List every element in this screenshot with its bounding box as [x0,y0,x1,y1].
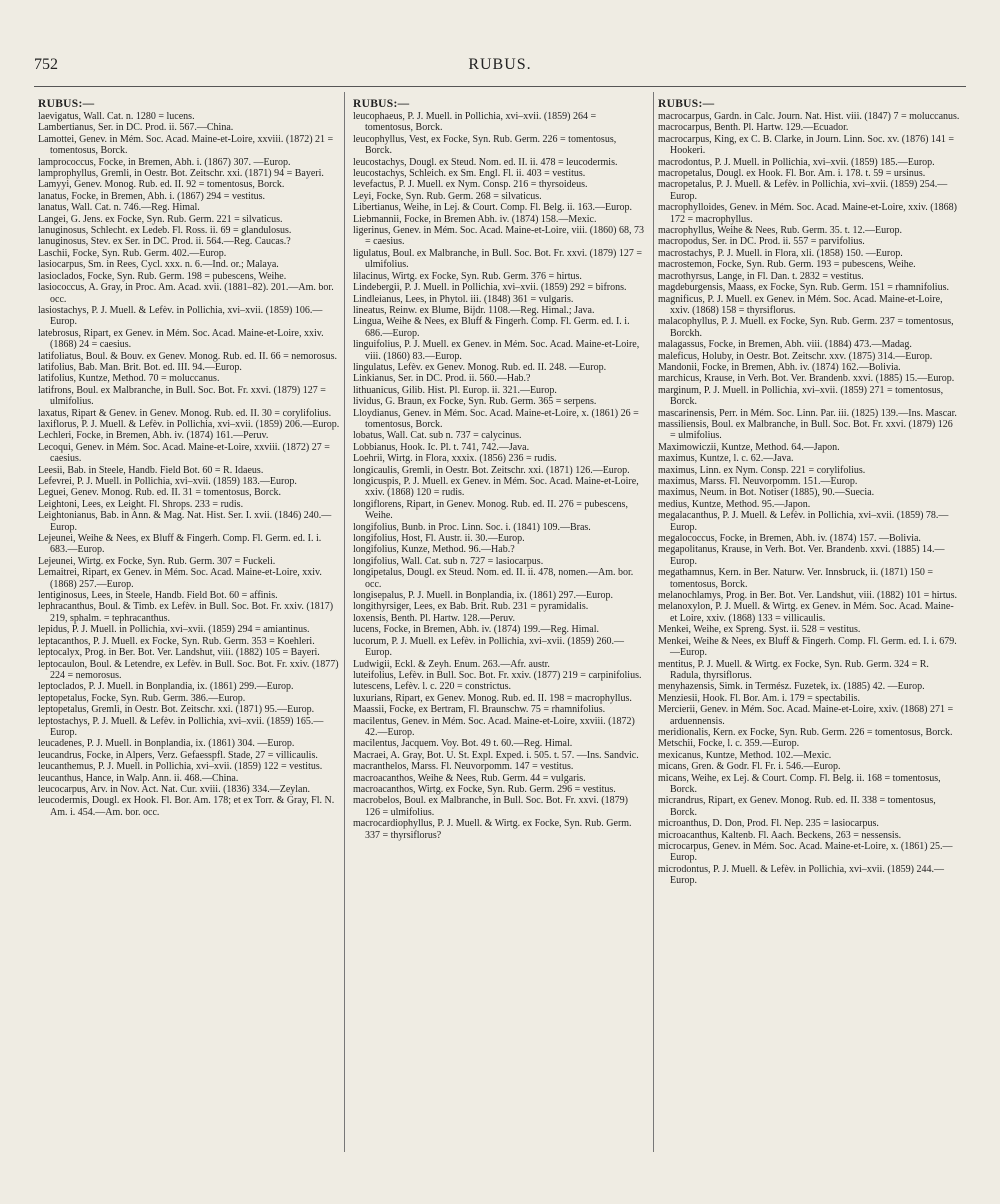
index-entry: maximus, Kuntze, l. c. 62.—Java. [658,453,794,465]
index-entry: latifrons, Boul. ex Malbranche, in Bull. Soc. Bot. Fr. xxvi. (1879) 127 = ulmifolius. [38,384,326,408]
index-entry: meridionalis, Kern. ex Focke, Syn. Rub. Germ. 226 = tomentosus, Borck. [658,726,953,738]
index-entry: leucocarpus, Arv. in Nov. Act. Nat. Cur. xviii. (1836) 334.—Zeylan. [38,783,310,795]
index-entry: Macraei, A. Gray, Bot. U. St. Expl. Exped. i. 505. t. 57. —Ins. Sandvic. [353,749,639,761]
index-entry: microcarpus, Genev. in Mém. Soc. Acad. Maine-et-Loire, x. (1861) 25.—Europ. [658,841,953,864]
index-entry: Laschii, Focke, Syn. Rub. Germ. 402.—Europ. [38,247,227,259]
index-entry: maximus, Linn. ex Nym. Consp. 221 = corylifolius. [658,464,866,476]
index-entry: malagassus, Focke, in Bremen, Abh. viii. (1884) 473.—Madag. [658,339,912,351]
index-entry: maleficus, Holuby, in Oestr. Bot. Zeitschr. xxv. (1875) 314.—Europ. [658,350,933,362]
index-entry: longisepalus, P. J. Muell. in Bonplandia, ix. (1861) 297.—Europ. [353,590,613,602]
index-entry: megalococcus, Focke, in Bremen, Abh. iv. (1874) 157. —Bolivia. [658,533,921,545]
index-entry: leucandrus, Focke, in Alpers, Verz. Gefaesspfl. Stade, 27 = villicaulis. [38,749,318,761]
index-entry: luxurians, Ripart, ex Genev. Monog. Rub. ed. II. 198 = macrophyllus. [353,692,632,704]
index-entry: marchicus, Krause, in Verh. Bot. Ver. Brandenb. xxvi. (1885) 15.—Europ. [658,373,955,385]
index-entry: Lambertianus, Ser. in DC. Prod. ii. 567.—China. [38,122,234,134]
index-entry: leucanthemus, P. J. Muell. in Pollichia, xvi–xvii. (1859) 122 = vestitus. [38,761,323,773]
index-entry: lamprococcus, Focke, in Bremen, Abh. i. (1867) 307. —Europ. [38,156,291,168]
index-entry: ligerinus, Genev. in Mém. Soc. Acad. Maine-et-Loire, viii. (1860) 68, 73 = caesius. [353,225,644,248]
index-entry: Lemaitrei, Ripart, ex Genev. in Mém. Soc. Acad. Maine-et-Loire, xxiv. (1868) 257.—Europ. [38,567,322,590]
index-entry: laxiflorus, P. J. Muell. & Lefèv. in Pollichia, xvi–xvii. (1859) 206.—Europ. [38,418,340,430]
index-entry: mascarinensis, Perr. in Mém. Soc. Linn. Par. iii. (1825) 139.—Ins. Mascar. [658,407,957,419]
index-entry: leucanthus, Hance, in Walp. Ann. ii. 468.—China. [38,772,239,784]
index-entry: Lefevrei, P. J. Muell. in Pollichia, xvi–xvii. (1859) 183.—Europ. [38,476,297,487]
index-entry: leucostachys, Dougl. ex Steud. Nom. ed. II. ii. 478 = leucodermis. [353,156,618,168]
index-entry: melanoxylon, P. J. Muell. & Wirtg. ex Genev. in Mém. Soc. Acad. Maine-et Loire, xxiv. (1868) 133 = villicaulis. [658,601,954,624]
column-middle [344,92,654,1152]
index-entry: lobatus, Wall. Cat. sub n. 737 = calycinus. [353,430,522,442]
index-entry: luteifolius, Lefèv. in Bull. Soc. Bot. Fr. xxiv. (1877) 219 = carpinifolius. [353,669,642,681]
index-entry: laxatus, Ripart & Genev. in Genev. Monog. Rub. ed. II. 30 = corylifolius. [38,407,332,419]
index-columns [34,92,966,1152]
column-left [34,92,344,1152]
index-entry: macrocardiophyllus, P. J. Muell. & Wirtg. ex Focke, Syn. Rub. Germ. 337 = thyrsiflorus? [353,818,632,841]
index-entry: macrocarpus, Benth. Pl. Hartw. 129.—Ecuador. [658,122,849,134]
index-entry: laevigatus, Wall. Cat. n. 1280 = lucens. [38,111,195,122]
index-entry: leptocalyx, Prog. in Ber. Bot. Ver. Landshut, viii. (1882) 105 = Bayeri. [38,647,320,659]
entry-list [353,111,645,841]
index-entry: longiflorens, Ripart, in Genev. Monog. Rub. ed. II. 276 = pubescens, Weihe. [353,498,628,522]
index-entry: Menziesii, Hook. Fl. Bor. Am. i. 179 = spectabilis. [658,692,861,704]
index-entry: lanuginosus, Schlecht. ex Ledeb. Fl. Ross. ii. 69 = glandulosus. [38,225,292,237]
column-heading: RUBUS:— [38,98,95,110]
index-entry: macrophylloides, Genev. in Mém. Soc. Acad. Maine-et-Loire, xxiv. (1868) 172 = macrophyllus. [658,202,957,225]
index-entry: macrostemon, Focke, Syn. Rub. Germ. 193 = pubescens, Weihe. [658,259,916,271]
index-entry: medius, Kuntze, Method. 95.—Japon. [658,498,811,510]
index-entry: leptopetalus, Focke, Syn. Rub. Germ. 386.—Europ. [38,692,246,704]
index-entry: microdontus, P. J. Muell. & Lefèv. in Pollichia, xvi–xvii. (1859) 244.—Europ. [658,863,944,887]
index-entry: Lamottei, Genev. in Mém. Soc. Acad. Maine-et-Loire, xxviii. (1872) 21 = tomentosus, Borck. [38,133,334,157]
index-entry: Langei, G. Jens. ex Focke, Syn. Rub. Germ. 221 = silvaticus. [38,213,283,225]
column-heading: RUBUS:— [658,98,715,110]
index-entry: marginum, P. J. Muell. in Pollichia, xvi–xvii. (1859) 271 = tomentosus, Borck. [658,384,944,408]
index-entry: macrobelos, Boul. ex Malbranche, in Bull. Soc. Bot. Fr. xxvi. (1879) 126 = ulmifolius. [353,795,628,818]
index-entry: Leightonianus, Bab. in Ann. & Mag. Nat. Hist. Ser. I. xvii. (1846) 240.—Europ. [38,510,332,533]
index-entry: Leightoni, Lees, ex Leight. Fl. Shrops. 233 = rudis. [38,498,244,510]
index-entry: menyhazensis, Simk. in Termész. Fuzetek, ix. (1885) 42. —Europ. [658,681,925,693]
index-entry: macrothyrsus, Lange, in Fl. Dan. t. 2832 = vestitus. [658,270,864,282]
index-entry: macrophyllus, Weihe & Nees, Rub. Germ. 35. t. 12.—Europ. [658,225,902,237]
index-entry: macroacanthos, Weihe & Nees, Rub. Germ. 44 = vulgaris. [353,772,586,784]
index-entry: Linkianus, Ser. in DC. Prod. ii. 560.—Hab.? [353,373,531,385]
index-entry: Lejeunei, Weihe & Nees, ex Bluff & Fingerh. Comp. Fl. Germ. ed. I. i. 683.—Europ. [38,533,322,556]
index-entry: Lloydianus, Genev. in Mém. Soc. Acad. Maine-et-Loire, x. (1861) 26 = tomentosus, Borck. [353,407,639,430]
index-entry: Leesii, Bab. in Steele, Handb. Field Bot. 60 = R. Idaeus. [38,464,264,476]
index-entry: magdeburgensis, Maass, ex Focke, Syn. Rub. Germ. 151 = rhamnifolius. [658,282,949,294]
index-entry: macropodus, Ser. in DC. Prod. ii. 557 = parvifolius. [658,236,865,248]
index-entry: microanthus, D. Don, Prod. Fl. Nep. 235 = lasiocarpus. [658,818,879,830]
index-entry: lanatus, Focke, in Bremen, Abh. i. (1867) 294 = vestitus. [38,190,266,202]
index-entry: longithyrsiger, Lees, ex Bab. Brit. Rub. 231 = pyramidalis. [353,601,589,613]
index-entry: melanochlamys, Prog. in Ber. Bot. Ver. Landshut, viii. (1882) 101 = hirtus. [658,590,958,602]
index-entry: mexicanus, Kuntze, Method. 102.—Mexic. [658,749,832,761]
index-entry: Leyi, Focke, Syn. Rub. Germ. 268 = silvaticus. [353,190,542,202]
entry-list [38,111,340,818]
index-entry: ligulatus, Boul. ex Malbranche, in Bull. Soc. Bot. Fr. xxvi. (1879) 127 = ulmifolius. [353,247,642,271]
index-entry: lamprophyllus, Gremli, in Oestr. Bot. Zeitschr. xxi. (1871) 94 = Bayeri. [38,168,324,180]
index-entry: longipetalus, Dougl. ex Steud. Nom. ed. II. ii. 478, nomen.—Am. bor. occ. [353,567,634,590]
index-entry: leptoclados, P. J. Muell. in Bonplandia, ix. (1861) 299.—Europ. [38,681,294,693]
index-entry: Ludwigii, Eckl. & Zeyh. Enum. 263.—Afr. austr. [353,658,550,670]
entry-list [658,111,960,887]
index-entry: Maassii, Focke, ex Bertram, Fl. Braunschw. 75 = rhamnifolius. [353,704,606,716]
index-entry: lingulatus, Lefèv. ex Genev. Monog. Rub. ed. II. 248. —Europ. [353,361,607,373]
index-entry: lilacinus, Wirtg. ex Focke, Syn. Rub. Germ. 376 = hirtus. [353,270,582,282]
index-entry: longicuspis, P. J. Muell. ex Genev. in Mém. Soc. Acad. Maine-et-Loire, xxiv. (1868) 120 = rudis. [353,476,639,499]
index-entry: leucophaeus, P. J. Muell. in Pollichia, xvi–xvii. (1859) 264 = tomentosus, Borck. [353,111,597,134]
index-entry: Lobbianus, Hook. Ic. Pl. t. 741, 742.—Java. [353,441,530,453]
index-entry: lutescens, Lefèv. l. c. 220 = constrictus. [353,681,512,693]
index-entry: linguifolius, P. J. Muell. ex Genev. in Mém. Soc. Acad. Maine-et-Loire, viii. (1860) 83.—Europ. [353,339,640,362]
index-entry: latebrosus, Ripart, ex Genev. in Mém. Soc. Acad. Maine-et-Loire, xxiv. (1868) 24 = caesius. [38,327,324,351]
index-entry: lineatus, Reinw. ex Blume, Bijdr. 1108.—Reg. Himal.; Java. [353,304,595,316]
column-right [654,92,964,1152]
index-entry: lividus, G. Braun, ex Focke, Syn. Rub. Germ. 365 = serpens. [353,396,597,408]
index-entry: lephracanthus, Boul. & Timb. ex Lefèv. in Bull. Soc. Bot. Fr. xxiv. (1817) 219, sphalm. = tephracanthus. [38,601,334,624]
index-entry: loxensis, Benth. Pl. Hartw. 128.—Peruv. [353,612,516,624]
index-entry: Maximowiczii, Kuntze, Method. 64.—Japon. [658,441,840,453]
index-entry: leucodermis, Dougl. ex Hook. Fl. Bor. Am. 178; et ex Torr. & Gray, Fl. N. Am. i. 454.—Am. bor. occ. [38,795,335,818]
index-entry: macrostachys, P. J. Muell. in Flora, xli. (1858) 150. —Europ. [658,247,903,259]
index-entry: Lejeunei, Wirtg. ex Focke, Syn. Rub. Germ. 307 = Fuckeli. [38,555,276,567]
index-entry: leucostachys, Schleich. ex Sm. Engl. Fl. ii. 403 = vestitus. [353,168,586,180]
index-entry: massiliensis, Boul. ex Malbranche, in Bull. Soc. Bot. Fr. xxvi. (1879) 126 = ulmifolius. [658,418,953,442]
index-entry: leptostachys, P. J. Muell. & Lefèv. in Pollichia, xvi–xvii. (1859) 165.—Europ. [38,715,324,738]
index-entry: Lecoqui, Genev. in Mém. Soc. Acad. Maine-et-Loire, xxviii. (1872) 27 = caesius. [38,441,330,465]
index-entry: latifoliatus, Boul. & Bouv. ex Genev. Monog. Rub. ed. II. 66 = nemorosus. [38,350,338,362]
index-entry: Liebmannii, Focke, in Bremen Abh. iv. (1874) 158.—Mexic. [353,213,597,225]
index-entry: lasiococcus, A. Gray, in Proc. Am. Acad. xvii. (1881–82). 201.—Am. bor. occ. [38,282,334,305]
index-entry: maximus, Marss. Fl. Neuvorpomm. 151.—Europ. [658,476,858,487]
index-entry: Loehrii, Wirtg. in Flora, xxxix. (1856) 236 = rudis. [353,453,557,465]
index-entry: lasioclados, Focke, Syn. Rub. Germ. 198 = pubescens, Weihe. [38,270,287,282]
index-entry: Lechleri, Focke, in Bremen, Abh. iv. (1874) 161.—Peruv. [38,430,269,442]
index-entry: magnificus, P. J. Muell. ex Genev. in Mém. Soc. Acad. Maine-et-Loire, xxiv. (1868) 158 = thyrsiflorus. [658,293,943,316]
index-entry: macilentus, Genev. in Mém. Soc. Acad. Maine-et-Loire, xxviii. (1872) 42.—Europ. [353,715,635,738]
index-entry: mentitus, P. J. Muell. & Wirtg. ex Focke, Syn. Rub. Germ. 324 = R. Radula, thyrsiflorus. [658,658,929,681]
index-entry: Mercierii, Genev. in Mém. Soc. Acad. Maine-et-Loire, xxiv. (1868) 271 = arduennensis. [658,704,954,727]
index-entry: macranthelos, Marss. Fl. Neuvorpomm. 147 = vestitus. [353,761,574,773]
index-entry: lasiocarpus, Sm. in Rees, Cycl. xxx. n. 6.—Ind. or.; Malaya. [38,259,279,271]
index-entry: leptopetalus, Gremli, in Oestr. Bot. Zeitschr. xxi. (1871) 95.—Europ. [38,704,315,716]
index-entry: Lindleianus, Lees, in Phytol. iii. (1848) 361 = vulgaris. [353,293,574,305]
index-entry: Lindebergii, P. J. Muell. in Pollichia, xvi–xvii. (1859) 292 = bifrons. [353,282,627,294]
index-entry: micans, Gren. & Godr. Fl. Fr. i. 546.—Europ. [658,761,841,773]
index-entry: Libertianus, Weihe, in Lej. & Court. Comp. Fl. Belg. ii. 163.—Europ. [353,202,632,214]
index-entry: leucadenes, P. J. Muell. in Bonplandia, ix. (1861) 304. —Europ. [38,738,295,750]
page-header [34,50,966,86]
index-entry: Lingua, Weihe & Nees, ex Bluff & Fingerh. Comp. Fl. Germ. ed. I. i. 686.—Europ. [353,316,630,339]
index-entry: lepidus, P. J. Muell. in Pollichia, xvi–xvii. (1859) 294 = amiantinus. [38,624,310,636]
index-entry: macrocarpus, King, ex C. B. Clarke, in Journ. Linn. Soc. xv. (1876) 141 = Hookeri. [658,133,955,157]
index-entry: micans, Weihe, ex Lej. & Court. Comp. Fl. Belg. ii. 168 = tomentosus, Borck. [658,772,941,795]
index-entry: lentiginosus, Lees, in Steele, Handb. Field Bot. 60 = affinis. [38,590,278,602]
index-entry: megapolitanus, Krause, in Verh. Bot. Ver. Brandenb. xxvi. (1885) 14.—Europ. [658,544,945,567]
index-entry: macilentus, Jacquem. Voy. Bot. 49 t. 60.—Reg. Himal. [353,738,573,750]
index-entry: lucens, Focke, in Bremen, Abh. iv. (1874) 199.—Reg. Himal. [353,624,599,636]
running-head: RUBUS. [468,56,532,73]
index-entry: longicaulis, Gremli, in Oestr. Bot. Zeitschr. xxi. (1871) 126.—Europ. [353,464,630,476]
index-entry: lithuanicus, Gilib. Hist. Pl. Europ. ii. 321.—Europ. [353,384,557,396]
index-entry: Menkei, Weihe, ex Spreng. Syst. ii. 528 = vestitus. [658,624,861,636]
index-entry: macropetalus, P. J. Muell. & Lefèv. in Pollichia, xvi–xvii. (1859) 254.—Europ. [658,179,948,202]
index-entry: megathamnus, Kern. in Ber. Naturw. Ver. Innsbruck, ii. (1871) 150 = tomentosus, Borck. [658,567,934,590]
index-entry: longifolius, Wall. Cat. sub n. 727 = lasiocarpus. [353,555,544,567]
index-entry: levefactus, P. J. Muell. ex Nym. Consp. 216 = thyrsoideus. [353,179,588,191]
index-entry: Menkei, Weihe & Nees, ex Bluff & Fingerh. Comp. Fl. Germ. ed. I. i. 679.—Europ. [658,635,957,659]
index-entry: megalacanthus, P. J. Muell. & Lefèv. in Pollichia, xvi–xvii. (1859) 78.—Europ. [658,510,949,533]
index-entry: macropetalus, Dougl. ex Hook. Fl. Bor. Am. i. 178. t. 59 = ursinus. [658,168,926,180]
index-entry: microacanthus, Kaltenb. Fl. Aach. Beckens, 263 = nessensis. [658,829,902,841]
index-entry: lanuginosus, Stev. ex Ser. in DC. Prod. ii. 564.—Reg. Caucas.? [38,236,291,248]
index-entry: lasiostachys, P. J. Muell. & Lefèv. in Pollichia, xvi–xvii. (1859) 106.—Europ. [38,304,323,328]
index-entry: lanatus, Wall. Cat. n. 746.—Reg. Himal. [38,202,200,214]
index-entry: macrodontus, P. J. Muell. in Pollichia, xvi–xvii. (1859) 185.—Europ. [658,156,935,168]
index-entry: latifolius, Kuntze, Method. 70 = moluccanus. [38,373,220,385]
index-entry: Lamyyi, Genev. Monog. Rub. ed. II. 92 = tomentosus, Borck. [38,179,285,191]
index-entry: malacophyllus, P. J. Muell. ex Focke, Syn. Rub. Germ. 237 = tomentosus, Borckh. [658,316,954,339]
index-entry: longifolius, Host, Fl. Austr. ii. 30.—Europ. [353,533,525,545]
index-entry: maximus, Neum. in Bot. Notiser (1885), 90.—Suecia. [658,487,875,499]
index-entry: macroacanthos, Wirtg. ex Focke, Syn. Rub. Germ. 296 = vestitus. [353,783,616,795]
index-entry: macrocarpus, Gardn. in Calc. Journ. Nat. Hist. viii. (1847) 7 = moluccanus. [658,111,960,122]
index-entry: Metschii, Focke, l. c. 359.—Europ. [658,738,800,750]
index-entry: longifolius, Bunb. in Proc. Linn. Soc. i. (1841) 109.—Bras. [353,521,591,533]
header-rule [34,86,966,87]
index-entry: longifolius, Kunze, Method. 96.—Hab.? [353,544,515,556]
column-heading: RUBUS:— [353,98,410,110]
index-entry: latifolius, Bab. Man. Brit. Bot. ed. III. 94.—Europ. [38,361,242,373]
index-entry: leptocaulon, Boul. & Letendre, ex Lefèv. in Bull. Soc. Bot. Fr. xxiv. (1877) 224 = nemorosus. [38,658,339,681]
index-entry: Leguei, Genev. Monog. Rub. ed. II. 31 = tomentosus, Borck. [38,487,282,499]
index-entry: Mandonii, Focke, in Bremen, Abh. iv. (1874) 162.—Bolivia. [658,361,901,373]
page-number: 752 [34,56,58,73]
index-entry: lucorum, P. J. Muell. ex Lefèv. in Pollichia, xvi–xvii. (1859) 260.—Europ. [353,635,624,659]
index-entry: leucophyllus, Vest, ex Focke, Syn. Rub. Germ. 226 = tomentosus, Borck. [353,133,617,157]
index-entry: micrandrus, Ripart, ex Genev. Monog. Rub. ed. II. 338 = tomentosus, Borck. [658,795,936,818]
index-entry: leptacanthos, P. J. Muell. ex Focke, Syn. Rub. Germ. 353 = Koehleri. [38,635,315,647]
